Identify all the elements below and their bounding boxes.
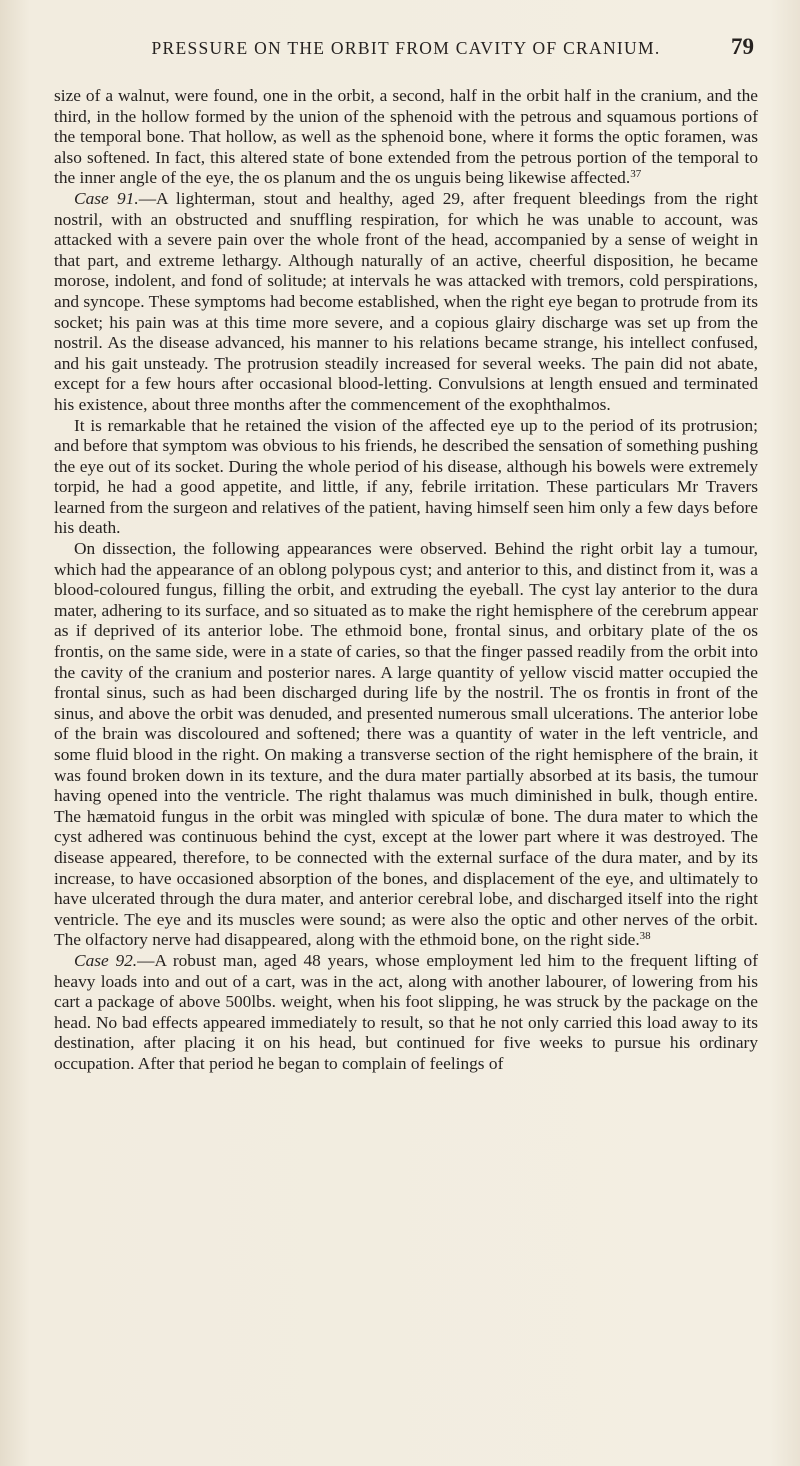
case-label: Case 91. — [74, 188, 139, 208]
paragraph-case-91 — [54, 189, 758, 416]
running-head — [54, 34, 758, 68]
paragraph-case-92 — [54, 951, 758, 1075]
case-label: Case 92. — [74, 950, 138, 970]
paragraph-text: On dissection, the following appearances were observed. Behind the right orbit lay a tumour, which had the appearance of an oblong polypous cyst; and anterior to this, and distinct from it, was a blood-coloured fungus, filling the orbit, and extruding the eyeball. The cyst lay anterior to the dura mater, adhering to its surface, and so situated as to make the right hemisphere of the cerebrum appear as if deprived of its anterior lobe. The ethmoid bone, frontal sinus, and orbitary plate of the os frontis, on the same side, were in a state of caries, so that the finger passed readily from the orbit into the cavity of the cranium and posterior nares. A large quantity of yellow viscid matter occupied the frontal sinus, such as had been discharged during life by the nostril. The os frontis in front of the sinus, and above the orbit was denuded, and presented numerous small ulcerations. The anterior lobe of the brain was discoloured and softened; there was a quantity of water in the left ventricle, and some fluid blood in the right. On making a transverse section of the right hemisphere of the brain, it was found broken down in its texture, and the dura mater partially absorbed at its basis, the tumour having opened into the ventricle. The right thalamus was much diminished in bulk, though entire. The hæmatoid fungus in the orbit was mingled with spiculæ of bone. The dura mater to which the cyst adhered was continuous behind the cyst, except at the lower part where it was destroyed. The disease appeared, therefore, to be connected with the external surface of the dura mater, and by its increase, to have occasioned absorption of the bones, and displacement of the eye, and ultimately to have ulcerated through the dura mater, and anterior cerebral lobe, and discharged itself into the right ventricle. The eye and its muscles were sound; as were also the optic and other nerves of the orbit. The olfactory nerve had disappeared, along with the ethmoid bone, on the right side. — [54, 539, 758, 950]
body-text — [54, 86, 758, 1075]
page-number: 79 — [731, 34, 754, 59]
paragraph-text: It is remarkable that he retained the vision of the affected eye up to the period of its protrusion; and before that symptom was obvious to his friends, he described the sensation of something pushing the eye out of its socket. During the whole period of his disease, although his bowels were extremely torpid, he had a good appetite, and little, if any, febrile irritation. These particulars Mr Travers learned from the surgeon and relatives of the patient, having himself seen him only a few days before his death. — [54, 415, 758, 538]
paragraph — [54, 416, 758, 540]
paragraph-text: —A lighterman, stout and healthy, aged 29, after frequent bleedings from the right nostril, with an obstructed and snuffling respiration, for which he was unable to account, was attacked with a severe pain over the whole front of the head, accompanied by a sense of weight in that part, and extreme lethargy. Although naturally of an active, cheerful disposition, he became morose, indolent, and fond of solitude; at intervals he was attacked with tremors, cold perspirations, and syncope. These symptoms had become established, when the right eye began to protrude from its socket; his pain was at this time more severe, and a copious glairy discharge was set up from the nostril. As the disease advanced, his manner to his relations became strange, his intellect confused, and his gait unsteady. The protrusion steadily increased for several weeks. The pain did not abate, except for a few hours after occasional blood-letting. Convulsions at length ensued and terminated his existence, about three months after the commencement of the exophthalmos. — [54, 188, 758, 414]
footnote-ref: 37 — [630, 168, 642, 181]
paragraph-dissection — [54, 539, 758, 951]
paragraph-text: size of a walnut, were found, one in the orbit, a second, half in the orbit half in the cranium, and the third, in the hollow formed by the union of the sphenoid with the petrous and squamous portions of the temporal bone. That hollow, as well as the sphenoid bone, where it forms the optic foramen, was also softened. In fact, this altered state of bone extended from the petrous portion of the temporal to the inner angle of the eye, the os planum and the os unguis being likewise affected. — [54, 86, 758, 188]
paragraph-text: —A robust man, aged 48 years, whose employment led him to the frequent lifting of heavy loads into and out of a cart, was in the act, along with another labourer, of lowering from his cart a package of above 500lbs. weight, when his foot slipping, he was struck by the package on the head. No bad effects appeared immediately to result, so that he not only carried this load away to its destination, after placing it on his head, but continued for five weeks to pursue his ordinary occupation. After that period he began to complain of feelings of — [54, 950, 758, 1073]
running-title: PRESSURE ON THE ORBIT FROM CAVITY OF CRANIUM. — [151, 38, 661, 58]
paragraph-continued — [54, 86, 758, 189]
footnote-ref: 38 — [639, 930, 651, 943]
